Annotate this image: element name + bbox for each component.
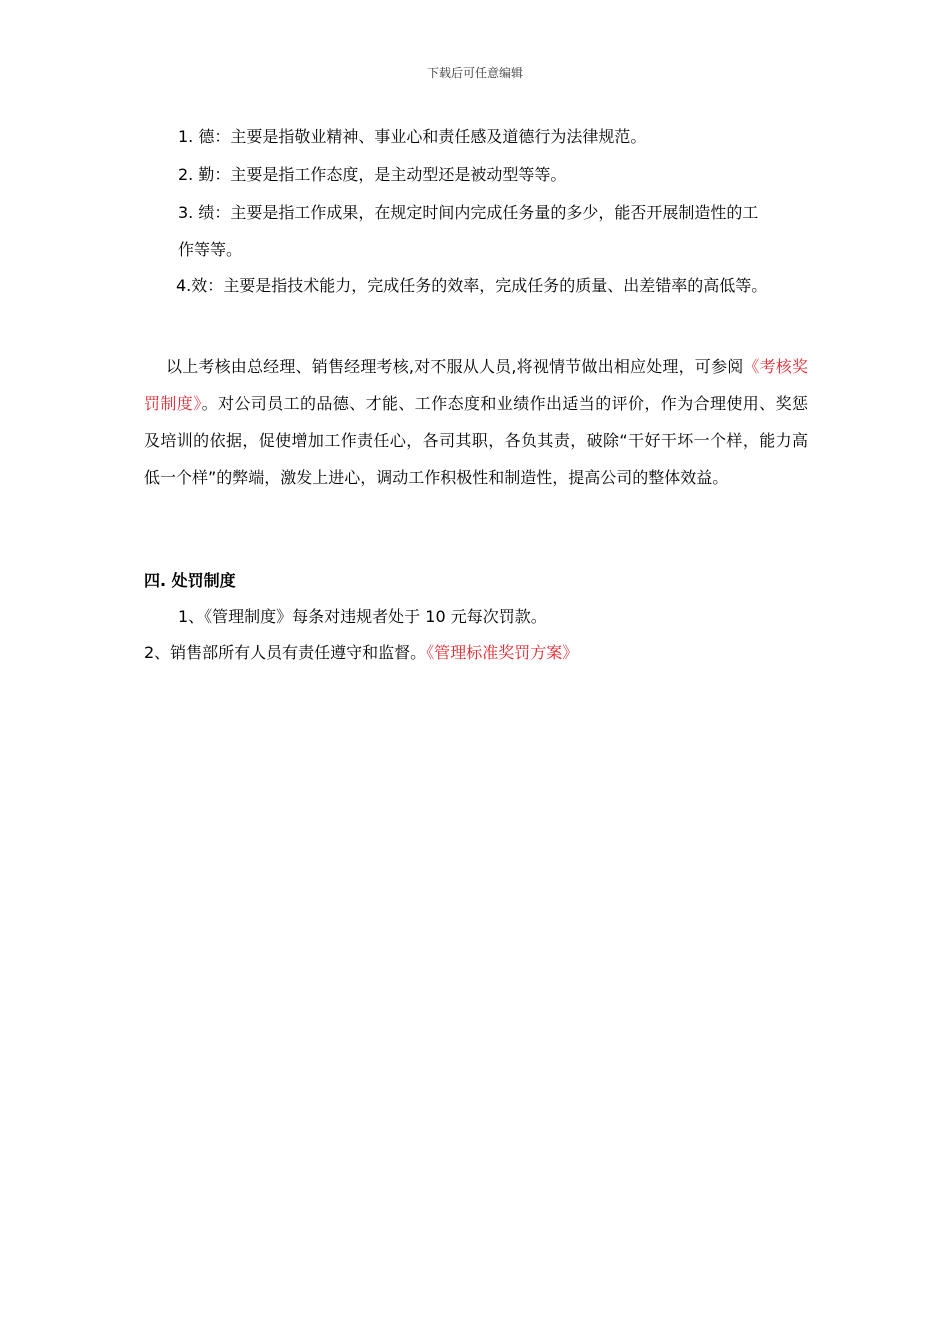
page-header: 下载后可任意编辑: [426, 66, 523, 80]
criterion-ji: 3. 绩：主要是指工作成果，在规定时间内完成任务量的多少，能否开展制造性的工: [178, 203, 759, 222]
management-standard-link[interactable]: 《管理标准奖罚方案》: [426, 643, 579, 662]
criterion-qin: 2. 勤：主要是指工作态度，是主动型还是被动型等等。: [178, 165, 567, 184]
penalty-rule-1: 1、《管理制度》每条对违规者处于 10 元每次罚款。: [178, 607, 547, 626]
assessment-rules-link[interactable]: 《考核奖罚制度》: [144, 357, 808, 413]
paragraph-text-before: 以上考核由总经理、销售经理考核,对不服从人员,将视情节做出相应处理，可参阅: [166, 357, 744, 376]
section-heading: 四. 处罚制度: [144, 571, 236, 590]
criterion-xiao: 4.效：主要是指技术能力，完成任务的效率，完成任务的质量、出差错率的高低等。: [176, 276, 768, 295]
criterion-ji-continued: 作等等。: [178, 240, 243, 259]
paragraph-text-after: 。对公司员工的品德、才能、工作态度和业绩作出适当的评价，作为合理使用、奖惩及培训的依据，促使增加工作责任心，各司其职，各负其责，破除“干好干坏一个样，能力高低一个样”的弊端，激发上进心，调动工作积极性和制造性，提高公司的整体效益。: [144, 394, 808, 487]
assessment-paragraph: [144, 348, 808, 496]
criterion-de: 1. 德：主要是指敬业精神、事业心和责任感及道德行为法律规范。: [178, 127, 647, 146]
penalty-rule-2: [144, 642, 578, 664]
penalty-rule-2-text: 2、销售部所有人员有责任遵守和监督。: [144, 643, 427, 662]
